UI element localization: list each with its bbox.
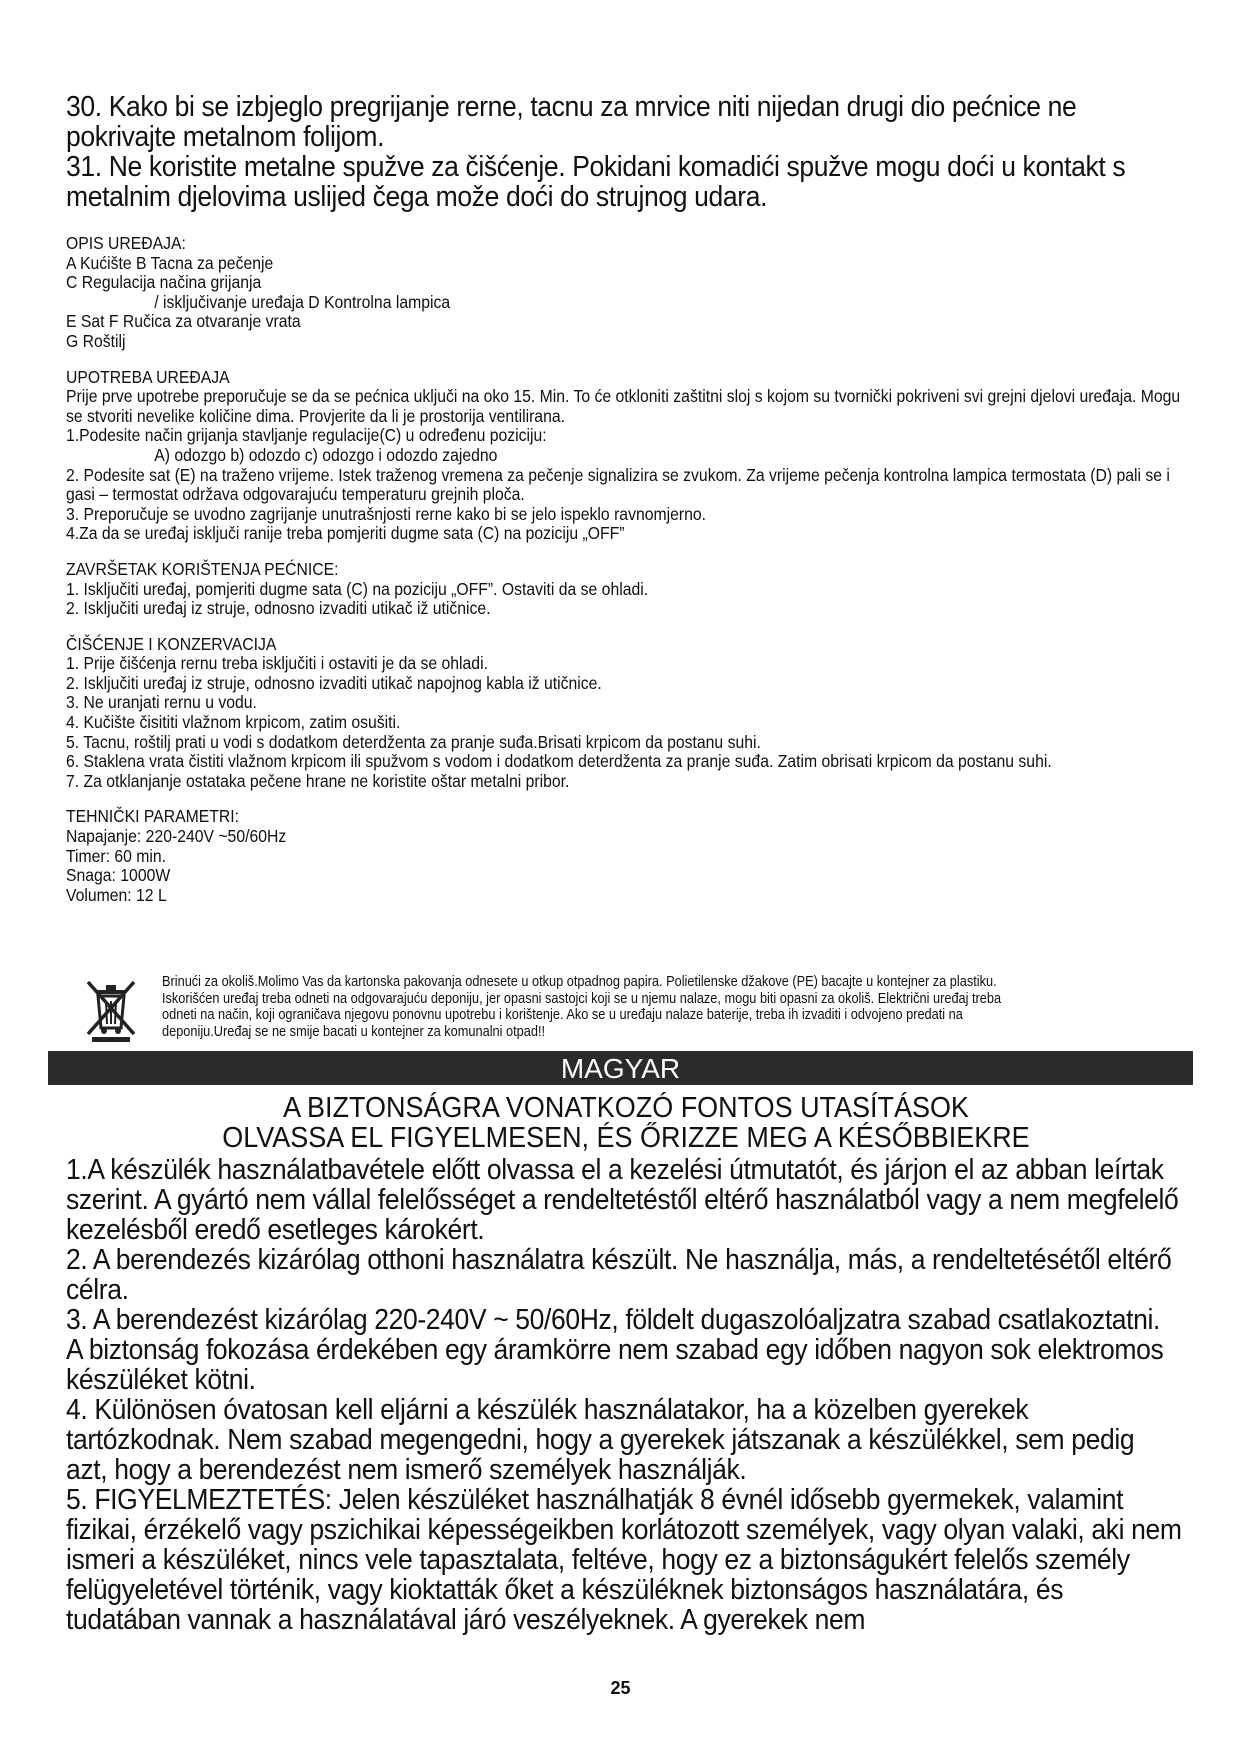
upotreba-line: 2. Podesite sat (E) na traženo vrijeme. Istek traženog vremena za pečenje signalizira se zvukom. Za vrijeme pečenja kontrolna lampica termostata (D) pali se i gasi – termostat održava odgovarajuću temperaturu grejnih ploča. (66, 464, 1170, 505)
upotreba-line: 3. Preporučuje se uvodno zagrijanje unutrašnjosti rerne kako bi se jelo ispeklo ravnomjerno. (66, 503, 706, 524)
opis-line: A Kućište B Tacna za pečenje (66, 252, 274, 273)
zavrsetak-line: 1. Isključiti uređaj, pomjeriti dugme sata (C) na poziciju „OFF”. Ostaviti da se ohladi. (66, 578, 649, 599)
ciscenje-line: 3. Ne uranjati rernu u vodu. (66, 692, 257, 713)
hu-heading-2: OLVASSA EL FIGYELMESEN, ÉS ŐRIZZE MEG A KÉSŐBBIEKRE (222, 1122, 1030, 1154)
hu-paragraph: A biztonság fokozása érdekében egy áramkörre nem szabad egy időben nagyon sok elektromos készüléket kötni. (66, 1334, 1164, 1396)
recycling-text (162, 974, 1192, 1040)
opis-heading: OPIS UREĐAJA: (66, 233, 186, 253)
opis-section (66, 234, 1182, 352)
crossed-bin-icon (82, 976, 140, 1042)
hu-paragraph: 4. Különösen óvatosan kell eljárni a készülék használatakor, ha a közelben gyerekek tartózkodnak. Nem szabad megengedni, hogy a gyerekek játszanak a készülékkel, sem pedig azt, hogy a berendezést nem ismerő személyek használják. (66, 1394, 1135, 1486)
opis-line: E Sat F Ručica za otvaranje vrata (66, 311, 301, 332)
hu-heading-1: A BIZTONSÁGRA VONATKOZÓ FONTOS UTASÍTÁSOK (283, 1092, 969, 1124)
ciscenje-line: 7. Za otklanjanje ostataka pečene hrane ne koristite oštar metalni pribor. (66, 770, 570, 791)
recycling-line: deponiju.Uređaj se ne smije bacati u kontejner za komunalni otpad!! (162, 1023, 546, 1040)
zavrsetak-line: 2. Isključiti uređaj iz struje, odnosno izvaditi utikač iž utičnice. (66, 598, 491, 619)
upotreba-line: 4.Za da se uređaj isključi ranije treba pomjeriti dugme sata (C) na poziciju „OFF” (66, 523, 625, 544)
ciscenje-line: 2. Isključiti uređaj iz struje, odnosno izvaditi utikač napojnog kabla iž utičnice. (66, 672, 602, 693)
hu-paragraphs (66, 1155, 1182, 1635)
tehnicki-heading: TEHNIČKI PARAMETRI: (66, 806, 239, 827)
hu-paragraph: 3. A berendezést kizárólag 220-240V ~ 50/60Hz, földelt dugaszolóaljzatra szabad csatlakoztatni. (66, 1304, 1161, 1336)
hu-paragraph: 1.A készülék használatbavétele előtt olvassa el a kezelési útmutatót, és járjon el az abban leírtak szerint. A gyártó nem vállal felelősséget a rendeltetéstől eltérő használatból vagy a nem megfelelő kezelésből eredő esetleges károkért. (66, 1154, 1179, 1246)
page-number: 25 (610, 1678, 631, 1698)
tehnicki-line: Volumen: 12 L (66, 884, 167, 905)
upotreba-heading: UPOTREBA UREĐAJA (66, 366, 230, 387)
hu-headings (105, 1093, 1147, 1153)
tehnicki-line: Timer: 60 min. (66, 845, 167, 866)
zavrsetak-heading: ZAVRŠETAK KORIŠTENJA PEĆNICE: (66, 558, 339, 579)
zavrsetak-section (66, 560, 1182, 619)
ciscenje-line: 5. Tacnu, roštilj prati u vodi s dodatkom deterdženta za pranje suđa.Brisati krpicom da postanu suhi. (66, 731, 761, 752)
recycling-notice (62, 974, 1182, 1046)
tehnicki-line: Snaga: 1000W (66, 865, 171, 886)
language-bar (48, 1051, 1193, 1085)
opis-line: G Roštilj (66, 330, 126, 351)
opis-line: C Regulacija načina grijanja (66, 272, 262, 293)
upotreba-section (66, 368, 1182, 544)
warning-31: 31. Ne koristite metalne spužve za čišćenje. Pokidani komadići spužve mogu doći u kontakt s metalnim djelovima uslijed čega može doći do strujnog udara. (66, 151, 1126, 213)
recycling-line: Iskorišćen uređaj treba odneti na odgovarajuću deponiju, jer opasni sastojci koji se u njemu nalaze, mogu biti opasni za okoliš. Električni uređaj treba (162, 990, 1002, 1007)
ciscenje-section (66, 635, 1182, 792)
upotreba-line: A) odozgo b) odozdo c) odozgo i odozdo zajedno (154, 444, 498, 465)
warning-30: 30. Kako bi se izbjeglo pregrijanje rerne, tacnu za mrvice niti nijedan drugi dio pećnice ne pokrivajte metalnom folijom. (66, 91, 1077, 153)
upotreba-line: 1.Podesite način grijanja stavljanje regulacije(C) u određenu poziciju: (66, 425, 547, 446)
ciscenje-line: 4. Kučište čisititi vlažnom krpicom, zatim osušiti. (66, 712, 401, 733)
hu-paragraph: 2. A berendezés kizárólag otthoni használatra készült. Ne használja, más, a rendeltetésétől eltérő célra. (66, 1244, 1172, 1306)
language-title: MAGYAR (560, 1053, 681, 1084)
recycling-line: odneti na način, koji ograničava njegovu ponovnu upotrebu i korištenje. Ako se u uređaju nalaze baterije, treba ih izvaditi i odvojeno predati na (162, 1007, 963, 1023)
ciscenje-heading: ČIŠĆENJE I KONZERVACIJA (66, 633, 277, 654)
upotreba-line: Prije prve upotrebe preporučuje se da se pećnica uključi na oko 15. Min. To će otkloniti zaštitni sloj s kojom su tvornički pokriveni svi grejni djelovi uređaja. Mogu se stvoriti nevelike količine dima. Provjerite da li je prostorija ventilirana. (66, 386, 1181, 426)
recycling-line: Brinući za okoliš.Molimo Vas da kartonska pakovanja odnesete u otkup otpadnog papira. Polietilenske džakove (PE) bacajte u kontejner za plastiku. (162, 974, 997, 990)
ciscenje-line: 1. Prije čišćenja rernu treba isključiti i ostaviti je da se ohladi. (66, 653, 488, 674)
ciscenje-line: 6. Staklena vrata čistiti vlažnom krpicom ili spužvom s vodom i dodatkom deterdženta za pranje suđa. Zatim obrisati krpicom da postanu suhi. (66, 751, 1052, 772)
tehnicki-line: Napajanje: 220-240V ~50/60Hz (66, 826, 287, 847)
hungarian-section (66, 1093, 1186, 1635)
hu-paragraph: 5. FIGYELMEZTETÉS: Jelen készüléket használhatják 8 évnél idősebb gyermekek, valamint fizikai, érzékelő vagy pszichikai képességeikben korlátozott személyek, vagy olyan valaki, aki nem ismeri a készüléket, nincs vele tapasztalata, feltéve, hogy ez a biztonságukért felelős személy felügyeletével történik, vagy kioktatták őket a készüléknek biztonságos használatára, és tudatában vannak a használatával járó veszélyeknek. A gyerekek nem (66, 1484, 1182, 1636)
top-warnings (66, 92, 1182, 212)
serbian-section (66, 92, 1186, 905)
tehnicki-section (66, 807, 1182, 905)
opis-line: / isključivanje uređaja D Kontrolna lampica (154, 291, 451, 312)
